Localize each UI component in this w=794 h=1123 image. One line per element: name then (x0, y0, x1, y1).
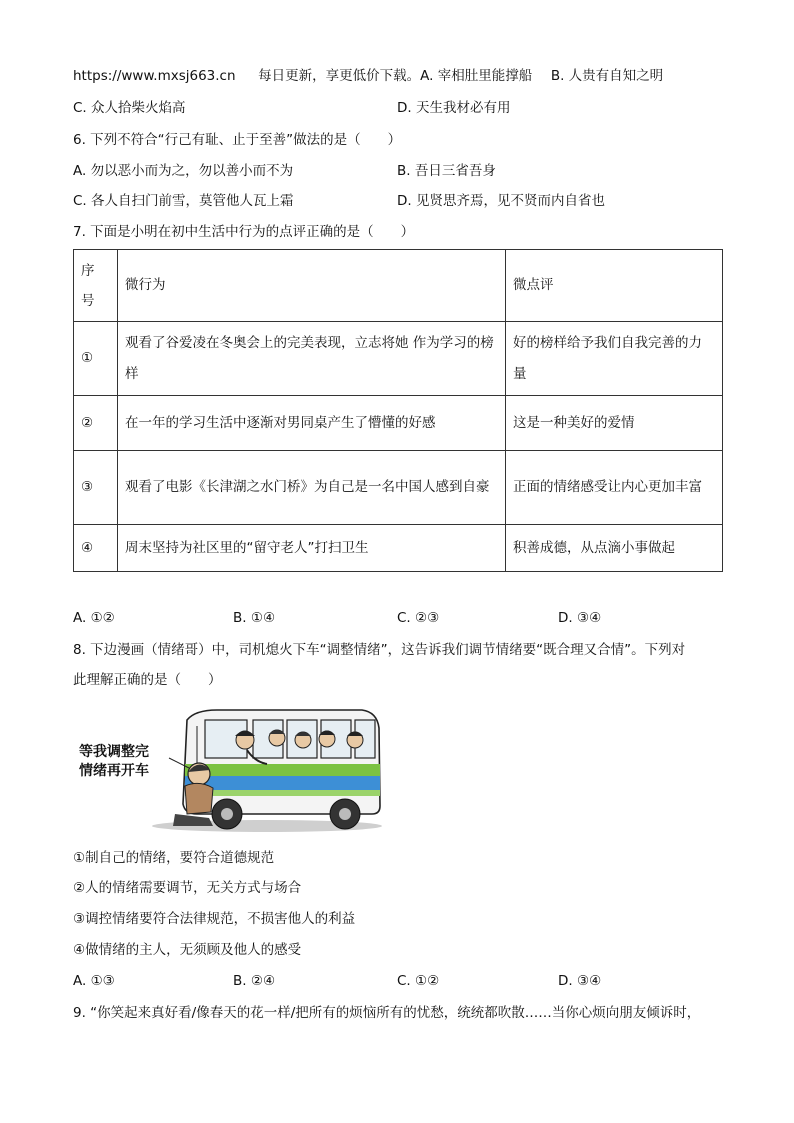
q6-option-d: D. 见贤思齐焉，见不贤而内自省也 (397, 193, 605, 209)
q5-option-d: D. 天生我材必有用 (397, 100, 511, 116)
q8-statement-1: ①制自己的情绪，要符合道德规范 (73, 850, 275, 866)
row-comment: 正面的情绪感受让内心更加丰富 (506, 451, 723, 525)
q8-cartoon (77, 706, 387, 833)
q7-table (73, 249, 723, 572)
update-notice: 每日更新，享更低价下载。 (258, 68, 421, 84)
table-row (74, 525, 723, 572)
table-row (74, 322, 723, 396)
q8-option-d: D. ③④ (558, 973, 602, 989)
row-no: ③ (74, 451, 118, 525)
row-no: ① (74, 322, 118, 396)
q8-option-a: A. ①③ (73, 973, 115, 989)
q8-option-c: C. ①② (397, 973, 440, 989)
bus-cartoon-illustration (77, 706, 387, 833)
q6-stem: 6. 下列不符合“行己有耻、止于至善”做法的是（ ） (73, 132, 402, 148)
row-behavior: 观看了谷爱凌在冬奥会上的完美表现，立志将她 作为学习的榜样 (118, 322, 506, 396)
row-behavior: 在一年的学习生活中逐渐对男同桌产生了懵懂的好感 (118, 396, 506, 451)
header-cell-behavior: 微行为 (118, 250, 506, 322)
q5-option-b: B. 人贵有自知之明 (550, 68, 664, 84)
q7-option-d: D. ③④ (558, 610, 602, 626)
source-url[interactable]: https://www.mxsj663.cn (73, 68, 236, 84)
q6-option-b: B. 吾日三省吾身 (397, 163, 496, 179)
table-header-row (74, 250, 723, 322)
q9-stem: 9. “你笑起来真好看/像春天的花一样/把所有的烦恼所有的忧愁，统统都吹散……当你心烦向朋友倾诉时， (73, 1005, 701, 1021)
row-comment: 这是一种美好的爱情 (506, 396, 723, 451)
table-row (74, 451, 723, 525)
q8-statement-3: ③调控情绪要符合法律规范，不损害他人的利益 (73, 911, 356, 927)
cartoon-caption-line1: 等我调整完 (79, 744, 149, 760)
header-line (73, 66, 663, 86)
q7-option-b: B. ①④ (233, 610, 276, 626)
q7-option-a: A. ①② (73, 610, 115, 626)
row-behavior: 周末坚持为社区里的“留守老人”打扫卫生 (118, 525, 506, 572)
header-cell-no: 序号 (74, 250, 118, 322)
q5-option-a: A. 宰相肚里能撑船 (420, 68, 533, 84)
q8-option-b: B. ②④ (233, 973, 276, 989)
q7-stem: 7. 下面是小明在初中生活中行为的点评正确的是（ ） (73, 224, 415, 240)
q6-option-a: A. 勿以恶小而为之，勿以善小而不为 (73, 163, 294, 179)
q5-option-c: C. 众人拾柴火焰高 (73, 100, 186, 116)
header-cell-comment: 微点评 (506, 250, 723, 322)
cartoon-caption-line2: 情绪再开车 (79, 763, 149, 779)
q8-statement-4: ④做情绪的主人，无须顾及他人的感受 (73, 942, 302, 958)
row-comment: 好的榜样给予我们自我完善的力量 (506, 322, 723, 396)
q6-option-c: C. 各人自扫门前雪，莫管他人瓦上霜 (73, 193, 294, 209)
q8-stem-line1: 8. 下边漫画（情绪哥）中，司机熄火下车“调整情绪”，这告诉我们调节情绪要“既合理又合情”。下列对 (73, 642, 686, 658)
table-row (74, 396, 723, 451)
q8-stem-line2: 此理解正确的是（ ） (73, 672, 222, 688)
row-no: ② (74, 396, 118, 451)
q7-option-c: C. ②③ (397, 610, 440, 626)
q8-statement-2: ②人的情绪需要调节，无关方式与场合 (73, 880, 302, 896)
row-comment: 积善成德，从点滴小事做起 (506, 525, 723, 572)
row-behavior: 观看了电影《长津湖之水门桥》为自己是一名中国人感到自豪 (118, 451, 506, 525)
row-no: ④ (74, 525, 118, 572)
